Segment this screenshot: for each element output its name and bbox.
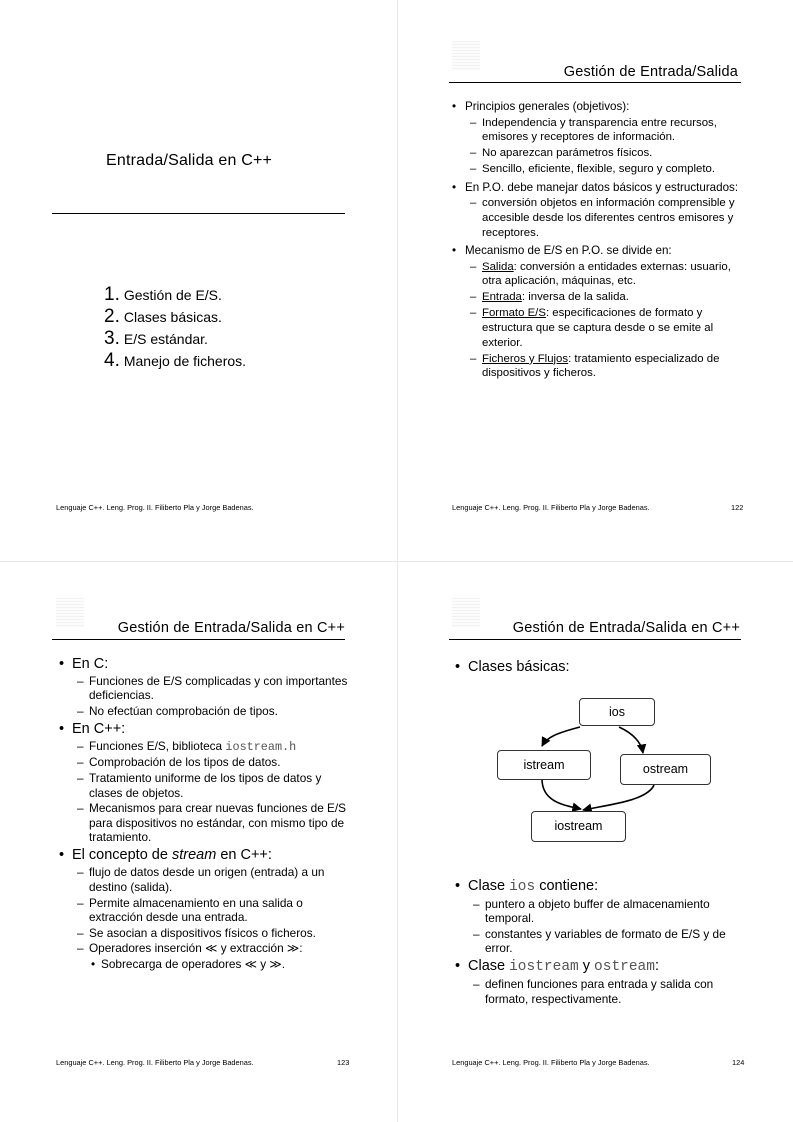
page-number: 123 xyxy=(337,1058,350,1067)
bullet: • Clases básicas: xyxy=(455,658,570,675)
table-of-contents xyxy=(104,284,246,372)
bullet: • Mecanismo de E/S en P.O. se divide en: – Salida: conversión a entidades externas: usuario, otra aplicación, máquinas, etc. – Entrada: inversa de la salida. – Formato E/S: especificaciones de formato y estructura que se captura desde o se emite al exterior. – Ficheros y Flujos: tratamiento especializado de dispositivos y ficheros. xyxy=(452,244,747,381)
sub-bullet: – Entrada: inversa de la salida. xyxy=(470,291,629,304)
bullet: • El concepto de stream en C++: – flujo de datos desde un origen (entrada) a un destino (salida). – Permite almacenamiento en una salida o extracción desde una entrada. – Se asocian a dispositivos físicos o ficheros. – Operadores inserción ≪ y extracción ≫: • Sobrecarga de operadores ≪ y ≫. xyxy=(59,847,349,971)
arrow-ostream-iostream xyxy=(583,785,654,810)
slide-content xyxy=(59,653,349,972)
slide-content xyxy=(452,96,747,381)
sub-bullet: – definen funciones para entrada y salida con formato, respectivamente. xyxy=(473,977,714,1006)
slide-3 xyxy=(0,561,397,1122)
bullet: • En P.O. debe manejar datos básicos y estructurados: – conversión objetos en información comprensible y accesible desde los diferentes centros emisores y receptores. xyxy=(452,181,747,240)
sub-bullet: – Funciones E/S, biblioteca iostream.h xyxy=(77,738,297,754)
slide-2 xyxy=(397,0,793,561)
toc-item: 2. Clases básicas. xyxy=(104,306,222,327)
sub-bullet: – Comprobación de los tipos de datos. xyxy=(77,755,281,770)
slide-1 xyxy=(0,0,397,561)
slide-footer: Lenguaje C++. Leng. Prog. II. Filiberto Pla y Jorge Badenas. xyxy=(56,503,254,512)
node-iostream: iostream xyxy=(531,811,626,842)
sub-bullet: – Permite almacenamiento en una salida o extracción desde una entrada. xyxy=(77,895,303,925)
node-ostream: ostream xyxy=(620,754,711,785)
sub-bullet: – Se asocian a dispositivos físicos o ficheros. xyxy=(77,925,316,940)
slide-4 xyxy=(397,561,793,1122)
title-rule xyxy=(449,82,741,83)
sub-bullet: – Funciones de E/S complicadas y con importantes deficiencias. xyxy=(77,673,348,703)
slide-content-bottom xyxy=(455,875,745,1007)
university-logo-icon xyxy=(56,598,84,628)
arrow-ios-istream xyxy=(542,727,580,746)
title-rule xyxy=(52,639,345,640)
arrow-istream-iostream xyxy=(542,779,581,809)
title-rule xyxy=(52,213,345,214)
slide-title: Gestión de Entrada/Salida en C++ xyxy=(117,620,345,636)
node-istream: istream xyxy=(497,750,591,780)
sub-bullet: – Ficheros y Flujos: tratamiento especializado de dispositivos y ficheros. xyxy=(470,352,720,380)
toc-item: 3. E/S estándar. xyxy=(104,328,208,349)
sub-bullet: – Mecanismos para crear nuevas funciones de E/S para dispositivos no estándar, con mismo tipo de tratamiento. xyxy=(77,801,347,845)
bullet: • Clase iostream y ostream: – definen funciones para entrada y salida con formato, respectivamente. xyxy=(455,958,745,1006)
toc-item: 1. Gestión de E/S. xyxy=(104,284,222,305)
bullet: • En C++: – Funciones E/S, biblioteca iostream.h – Comprobación de los tipos de datos. – Tratamiento uniforme de los tipos de datos y clases de objetos. – Mecanismos para crear nuevas funciones de E/S para dispositivos no estándar, con mismo tipo de tratamiento. xyxy=(59,721,349,845)
slide-title: Gestión de Entrada/Salida en C++ xyxy=(512,620,740,636)
slide-footer: Lenguaje C++. Leng. Prog. II. Filiberto Pla y Jorge Badenas. xyxy=(452,1058,650,1067)
sub-bullet: – No efectúan comprobación de tipos. xyxy=(77,703,278,718)
sub-bullet: – Independencia y transparencia entre recursos, emisores y receptores de información. xyxy=(470,116,717,144)
bullet: • Clase ios contiene: – puntero a objeto buffer de almacenamiento temporal. – constantes y variables de formato de E/S y de error. xyxy=(455,878,745,956)
sub-bullet: – Sencillo, eficiente, flexible, seguro y completo. xyxy=(470,163,715,176)
sub-bullet: – constantes y variables de formato de E/S y de error. xyxy=(473,926,726,956)
sub-bullet: – conversión objetos en información comprensible y accesible desde los diferentes centros emisores y receptores. xyxy=(470,197,735,239)
sub-bullet: – flujo de datos desde un origen (entrada) a un destino (salida). xyxy=(77,865,325,895)
sub-bullet: – Formato E/S: especificaciones de formato y estructura que se captura desde o se emite al exterior. xyxy=(470,307,714,349)
sub-bullet: – Salida: conversión a entidades externas: usuario, otra aplicación, máquinas, etc. xyxy=(470,260,731,288)
arrow-ios-ostream xyxy=(619,727,643,753)
page-number: 124 xyxy=(732,1058,745,1067)
bullet: • Principios generales (objetivos): – Independencia y transparencia entre recursos, emisores y receptores de información. – No aparezcan parámetros físicos. – Sencillo, eficiente, flexible, seguro y completo. xyxy=(452,100,747,177)
slide-title: Gestión de Entrada/Salida xyxy=(563,64,738,80)
university-logo-icon xyxy=(452,41,480,71)
toc-item: 4. Manejo de ficheros. xyxy=(104,350,247,371)
slide-footer: Lenguaje C++. Leng. Prog. II. Filiberto Pla y Jorge Badenas. xyxy=(452,503,650,512)
node-ios: ios xyxy=(579,698,655,726)
page-number: 122 xyxy=(731,503,744,512)
slide-footer: Lenguaje C++. Leng. Prog. II. Filiberto Pla y Jorge Badenas. xyxy=(56,1058,254,1067)
sub-bullet: – No aparezcan parámetros físicos. xyxy=(470,147,653,160)
sub-sub-bullet: • Sobrecarga de operadores ≪ y ≫. xyxy=(91,957,286,971)
sub-bullet: – Operadores inserción ≪ y extracción ≫: • Sobrecarga de operadores ≪ y ≫. xyxy=(72,941,349,971)
bullet: • En C: – Funciones de E/S complicadas y con importantes deficiencias. – No efectúan comprobación de tipos. xyxy=(59,655,348,718)
sub-bullet: – puntero a objeto buffer de almacenamiento temporal. xyxy=(473,896,710,926)
slide-title: Entrada/Salida en C++ xyxy=(106,152,273,169)
sub-bullet: – Tratamiento uniforme de los tipos de datos y clases de objetos. xyxy=(77,770,322,800)
